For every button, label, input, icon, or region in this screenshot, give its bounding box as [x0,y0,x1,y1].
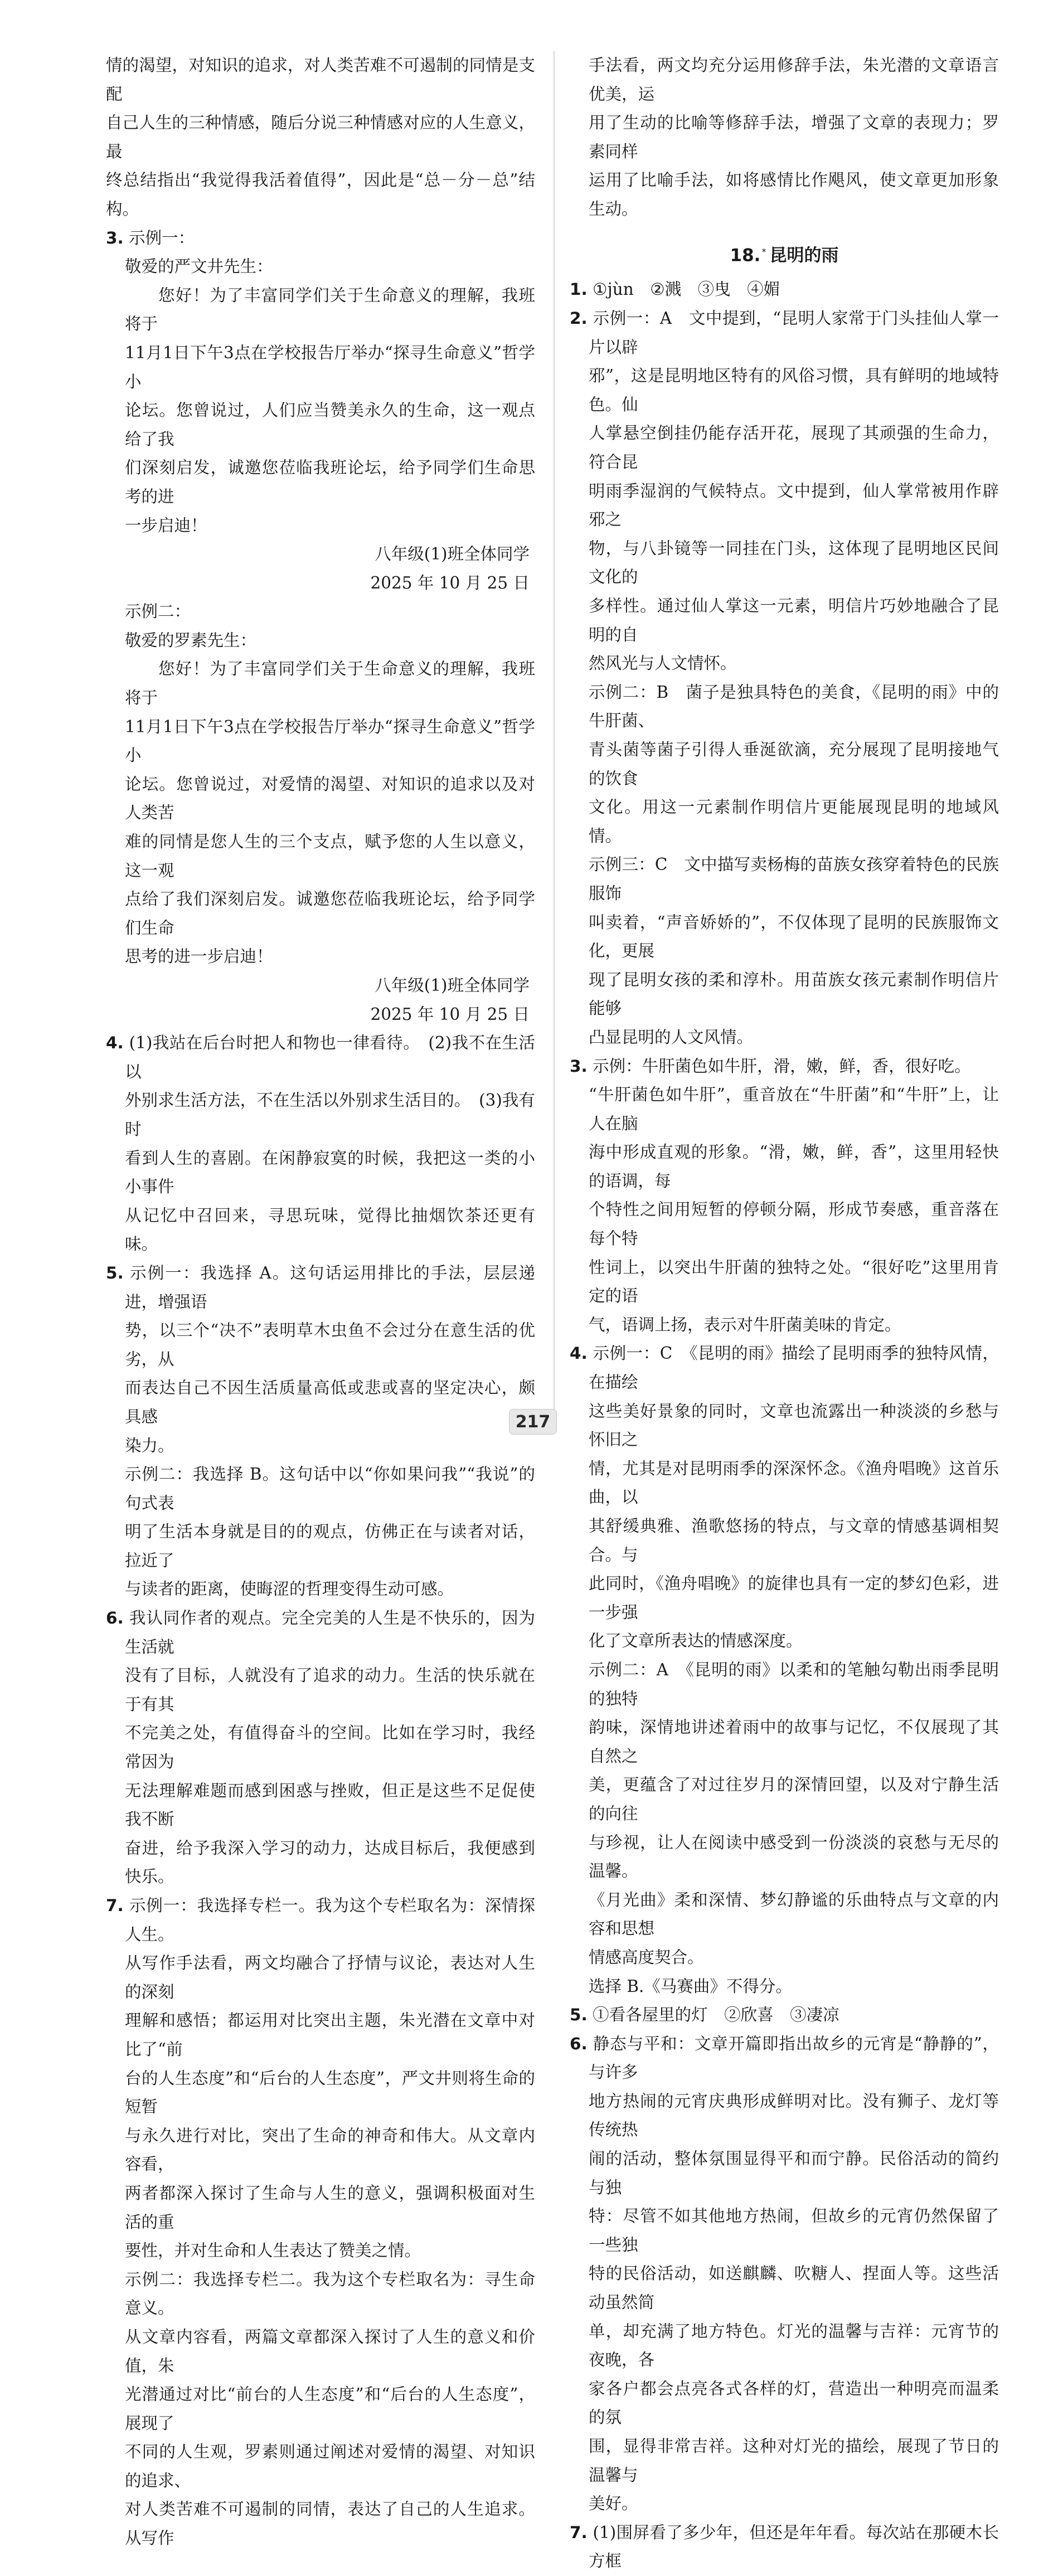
text-line: 化了文章所表达的情感深度。 [589,1631,803,1651]
answer-6-number: 6. [570,2034,588,2053]
text-line: “牛肝菌色如牛肝”，重音放在“牛肝菌”和“牛肝”上，让人在脑 [589,1085,999,1133]
section-mark: * [761,246,766,257]
text-line: 现了昆明女孩的柔和淳朴。用苗族女孩元素制作明信片能够 [589,970,999,1018]
text-line: 家各户都会点亮各式各样的灯，营造出一种明亮而温柔的氛 [589,2379,999,2427]
text-line: 从记忆中召回来，寻思玩味，觉得比抽烟饮茶还更有味。 [125,1206,535,1254]
answer-3-line: 3. 示例：牛肝菌色如牛肝，滑，嫩，鲜，香，很好吃。 [570,1056,971,1076]
answer-7-number: 7. [106,1896,124,1915]
answer-2-number: 2. [570,309,588,328]
answer-5-line: 5. ①看各屋里的灯 ②欣喜 ③凄凉 [570,2005,839,2025]
letter-signature: 八年级(1)班全体同学 [375,976,530,995]
answer-1-number: 1. [570,280,588,299]
text-line: 情感高度契合。 [589,1947,704,1967]
text-line: 而表达自己不因生活质量高低或悲或喜的坚定决心，颇具感 [125,1378,535,1426]
text-line: 海中形成直观的形象。“滑，嫩，鲜，香”，这里用轻快的语调，每 [589,1143,999,1190]
text-line: 势，以三个“决不”表明草木虫鱼不会过分在意生活的优劣，从 [125,1321,535,1369]
text-line: 此同时，《渔舟唱晚》的旋律也具有一定的梦幻色彩，进一步强 [589,1574,999,1622]
text-line: 叫卖着，“声音娇娇的”，不仅体现了昆明的民族服饰文化，更展 [589,912,999,961]
text-line: 敬爱的严文井先生： [125,257,273,276]
answer-3-number: 3. [106,228,124,247]
text-line: 邪”，这是昆明地区特有的风俗习惯，具有鲜明的地域特色。仙 [589,366,999,414]
text-line: 台的人生态度”和“后台的人生态度”，严文井则将生命的短暂 [125,2068,535,2117]
answer-5-line: 5. 示例一：我选择 A。这句话运用排比的手法，层层递进，增强语 [106,1263,535,1311]
text-line: 美好。 [589,2494,638,2514]
text-line: 运用了比喻手法，如将感情比作飓风，使文章更加形象生动。 [589,171,999,218]
answer-7-number: 7. [570,2522,588,2542]
page-number: 217 [515,1412,551,1432]
text-line: 人掌悬空倒挂仍能存活开花，展现了其顽强的生命力，符合昆 [589,424,999,472]
answer-5-number: 5. [570,2005,588,2025]
text-line: 示例二： [125,602,191,621]
text-line: 性词上，以突出牛肝菌的独特之处。“很好吃”这里用肯定的语 [589,1257,999,1306]
left-column [106,51,535,2553]
answer-7-line: 7. (1)围屏看了多少年，但还是年年看。每次站在那硬木长方框 [570,2522,999,2571]
text-line: 无法理解难题而感到困惑与挫败，但正是这些不足促使我不断 [125,1781,535,1829]
text-line: 终总结指出“我觉得我活着值得”，因此是“总－分－总”结构。 [106,171,535,218]
text-line: 围，显得非常吉祥。这种对灯光的描绘，展现了节日的温馨与 [589,2437,999,2485]
answer-4-line: 4. 示例一：C 《昆明的雨》描绘了昆明雨季的独特风情，在描绘 [570,1344,999,1392]
text-line: 明了生活本身就是目的的观点，仿佛正在与读者对话，拉近了 [125,1522,535,1570]
text-line: 其舒缓典雅、渔歌悠扬的特点，与文章的情感基调相契合。与 [589,1517,999,1564]
text-line: 染力。 [125,1436,174,1455]
text-line: 韵味，深情地讲述着雨中的故事与记忆，不仅展现了其自然之 [589,1718,999,1766]
text-line: 手法看，两文均充分运用修辞手法，朱光潜的文章语言优美，运 [589,56,999,104]
letter-date: 2025 年 10 月 25 日 [370,573,530,592]
answer-6-line: 6. 静态与平和：文章开篇即指出故乡的元宵是“静静的”，与许多 [570,2034,999,2082]
text-line: 奋进，给予我深入学习的动力，达成目标后，我便感到快乐。 [125,1838,535,1887]
letter-date: 2025 年 10 月 25 日 [370,1004,530,1024]
text-line: 情的渴望，对知识的追求，对人类苦难不可遏制的同情是支配 [106,56,535,104]
text-line: 不完美之处，有值得奋斗的空间。比如在学习时，我经常因为 [125,1723,535,1772]
text-line: 这些美好景象的同时，文章也流露出一种淡淡的乡愁与怀旧之 [589,1401,999,1450]
right-column [570,51,999,2576]
text-line: 特的民俗活动，如送麒麟、吹糖人、捏面人等。这些活动虽然简 [589,2264,999,2312]
text-line: 选择 B.《马赛曲》不得分。 [589,1976,792,1996]
text-line: 11月1日下午3点在学校报告厅举办“探寻生命意义”哲学小 [125,717,535,765]
text-line: 敬爱的罗素先生： [125,630,257,650]
text-line: 示例三：C 文中描写卖杨梅的苗族女孩穿着特色的民族服饰 [589,855,999,903]
text-line: 美，更蕴含了对过往岁月的深情回望，以及对宁静生活的向往 [589,1775,999,1823]
text-line: 与读者的距离，使晦涩的哲理变得生动可感。 [125,1579,454,1599]
text-line: 没有了目标，人就没有了追求的动力。生活的快乐就在于有其 [125,1666,535,1714]
answer-5-number: 5. [106,1263,124,1282]
text-line: 从写作手法看，两文均融合了抒情与议论，表达对人生的深刻 [125,1953,535,2001]
text-line: 特：尽管不如其他地方热闹，但故乡的元宵仍然保留了一些独 [589,2206,999,2254]
section-title [570,237,999,270]
page-number-badge [509,1409,557,1435]
text-line: 思考的进一步启迪！ [125,947,273,966]
section-number: 18. [730,245,761,265]
text-line: 文化。用这一元素制作明信片更能展现昆明的地域风情。 [589,798,999,845]
answer-4-number: 4. [106,1033,124,1053]
answer-3-line: 3. 示例一： [106,228,195,247]
text-line: 点给了我们深刻启发。诚邀您莅临我班论坛，给予同学们生命 [125,890,535,937]
text-line: 要性，并对生命和人生表达了赞美之情。 [125,2241,421,2261]
text-line: 论坛。您曾说过，对爱情的渴望、对知识的追求以及对人类苦 [125,774,535,823]
text-line: 个特性之间用短暂的停顿分隔，形成节奏感，重音落在每个特 [589,1200,999,1248]
text-line: 您好！为了丰富同学们关于生命意义的理解，我班将于 [125,659,535,708]
text-line: 多样性。通过仙人掌这一元素，明信片巧妙地融合了昆明的自 [589,596,999,644]
answer-2-line: 2. 示例一：A 文中提到，“昆明人家常于门头挂仙人掌一片以辟 [570,309,999,357]
text-line: 气，语调上扬，表示对牛肝菌美味的肯定。 [589,1315,901,1334]
text-line: 青头菌等菌子引得人垂涎欲滴，充分展现了昆明接地气的饮食 [589,740,999,788]
text-line: 外别求生活方法，不在生活以外别求生活目的。 (3)我有时 [125,1091,535,1139]
text-line: 用了生动的比喻等修辞手法，增强了文章的表现力；罗素同样 [589,113,999,161]
text-line: 示例二：我选择专栏二。我为这个专栏取名为：寻生命意义。 [125,2269,535,2318]
text-line: 凸显昆明的人文风情。 [589,1027,754,1047]
text-line: 对人类苦难不可遏制的同情，表达了自己的人生追求。从写作 [125,2500,535,2548]
text-line: 示例二：B 菌子是独具特色的美食，《昆明的雨》中的牛肝菌、 [589,682,999,731]
text-line: 地方热闹的元宵庆典形成鲜明对比。没有狮子、龙灯等传统热 [589,2091,999,2140]
text-line: 然风光与人文情怀。 [589,654,737,673]
text-line: 单，却充满了地方特色。灯光的温馨与吉祥：元宵节的夜晚，各 [589,2321,999,2370]
text-line: 物，与八卦镜等一同挂在门头，这体现了昆明地区民间文化的 [589,538,999,587]
answer-4-number: 4. [570,1344,588,1363]
answer-3-number: 3. [570,1056,588,1076]
text-line: 难的同情是您人生的三个支点，赋予您的人生以意义，这一观 [125,832,535,880]
text-line: 们深刻启发，诚邀您莅临我班论坛，给予同学们生命思考的进 [125,458,535,506]
section-title-text: 昆明的雨 [769,245,839,265]
text-line: 示例二：A 《昆明的雨》以柔和的笔触勾勒出雨季昆明的独特 [589,1660,999,1708]
answer-6-line: 6. 我认同作者的观点。完全完美的人生是不快乐的，因为生活就 [106,1608,535,1656]
text-line: 一步启迪！ [125,516,207,535]
letter-signature: 八年级(1)班全体同学 [375,545,530,564]
text-line: 11月1日下午3点在学校报告厅举办“探寻生命意义”哲学小 [125,343,535,391]
text-line: 示例二：我选择 B。这句话中以“你如果问我”“我说”的句式表 [125,1465,535,1513]
text-line: 论坛。您曾说过，人们应当赞美永久的生命，这一观点给了我 [125,401,535,449]
answer-6-number: 6. [106,1608,124,1628]
text-line: 光潜通过对比“前台的人生态度”和“后台的人生态度”，展现了 [125,2385,535,2433]
text-line: 自己人生的三种情感，随后分说三种情感对应的人生意义，最 [106,113,535,161]
text-line: 与珍视，让人在阅读中感受到一份淡淡的哀愁与无尽的温馨。 [589,1833,999,1881]
text-line: 《月光曲》柔和深情、梦幻静谧的乐曲特点与文章的内容和思想 [589,1890,999,1938]
text-line: 明雨季湿润的气候特点。文中提到，仙人掌常被用作辟邪之 [589,481,999,529]
column-divider [554,51,555,1411]
text-line: 与永久进行对比，突出了生命的神奇和伟大。从文章内容看， [125,2126,535,2174]
text-line: 情，尤其是对昆明雨季的深深怀念。《渔舟唱晚》这首乐曲，以 [589,1459,999,1507]
text-line: 看到人生的喜剧。在闲静寂寞的时候，我把这一类的小小事件 [125,1148,535,1197]
text-line: 理解和感悟；都运用对比突出主题，朱光潜在文章中对比了“前 [125,2011,535,2059]
text-line: 闹的活动，整体氛围显得平和而宁静。民俗活动的简约与独 [589,2149,999,2197]
answer-4-line: 4. (1)我站在后台时把人和物也一律看待。 (2)我不在生活以 [106,1033,535,1081]
text-line: 两者都深入探讨了生命与人生的意义，强调积极面对生活的重 [125,2183,535,2232]
answer-1-line: 1. ①jùn ②溅 ③曳 ④媚 [570,280,780,299]
text-line: 从文章内容看，两篇文章都深入探讨了人生的意义和价值，朱 [125,2327,535,2375]
text-line: 您好！为了丰富同学们关于生命意义的理解，我班将于 [125,285,535,334]
text-line: 不同的人生观，罗素则通过阐述对爱情的渴望、对知识的追求、 [125,2442,535,2490]
answer-7-line: 7. 示例一：我选择专栏一。我为这个专栏取名为：深情探人生。 [106,1896,535,1944]
